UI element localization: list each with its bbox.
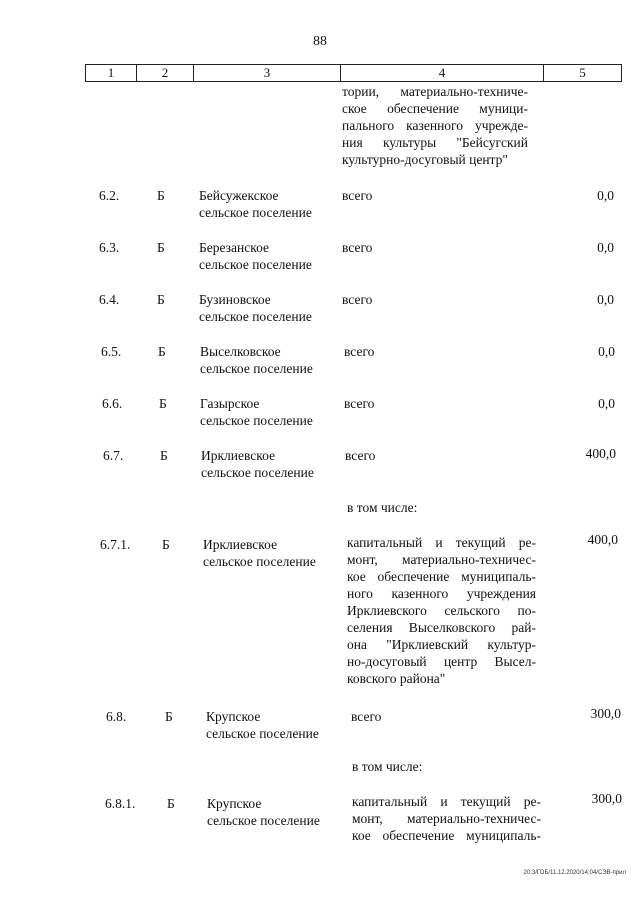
row-type: Б [157, 188, 165, 203]
header-col-5: 5 [579, 65, 586, 80]
row-name [201, 447, 314, 481]
text-line: капитальный и текущий ре- [347, 535, 536, 550]
row-type: Б [165, 709, 173, 724]
row-value: 0,0 [597, 292, 614, 307]
row-name-line: Крупское [207, 796, 262, 811]
row-number: 6.6. [102, 396, 123, 411]
row-name-line: Крупское [206, 709, 261, 724]
row-name [200, 343, 313, 377]
text-line: пального казенного учрежде- [342, 118, 528, 133]
row-desc: всего [342, 240, 373, 255]
row-type: Б [159, 396, 167, 411]
row-type: Б [158, 344, 166, 359]
header-col-2: 2 [137, 65, 194, 81]
row-value: 400,0 [585, 446, 616, 461]
row-number: 6.3. [99, 240, 120, 255]
text-line: тории, материально-техниче- [342, 84, 528, 99]
row-number: 6.7.1. [100, 537, 131, 552]
document-stamp: 20.3/ГОБ/11.12.2020/14:04/СЭВ-прил [523, 870, 626, 876]
text-line: капитальный и текущий ре- [352, 794, 541, 809]
text-line: но-досуговый центр Высел- [347, 654, 536, 669]
header-col-3: 3 [194, 65, 341, 81]
text-line: Ирклиевского сельского по- [347, 603, 536, 618]
row-desc: всего [342, 292, 373, 307]
row-type: Б [167, 796, 175, 811]
text-line: монт, материально-техничес- [352, 811, 541, 826]
row-name-line: сельское поселение [199, 257, 312, 272]
row-name [199, 187, 312, 221]
row-number: 6.7. [103, 448, 124, 463]
row-name-line: Газырское [200, 396, 260, 411]
row-name [206, 708, 319, 742]
row-desc-multiline [352, 793, 541, 844]
row-name-line: сельское поселение [207, 813, 320, 828]
row-name-line: сельское поселение [199, 309, 312, 324]
row-value: 0,0 [598, 396, 615, 411]
row-desc: всего [342, 188, 373, 203]
row-name-line: сельское поселение [201, 465, 314, 480]
row-desc: всего [344, 344, 375, 359]
row-desc-multiline [347, 534, 536, 687]
text-line: монт, материально-техничес- [347, 552, 536, 567]
text-line: ское обеспечение муници- [342, 101, 528, 116]
row-name-line: Бейсужекское [199, 188, 279, 203]
row-name [200, 395, 313, 429]
text-line: селения Выселковского рай- [347, 620, 536, 635]
text-line: она "Ирклиевский культур- [347, 637, 536, 652]
row-type: Б [157, 240, 165, 255]
row-type: Б [162, 537, 170, 552]
row-value: 400,0 [587, 532, 618, 547]
row-name-line: сельское поселение [203, 554, 316, 569]
row-type: Б [157, 292, 165, 307]
text-line: ковского района" [347, 671, 446, 686]
row-name-line: сельское поселение [200, 413, 313, 428]
row-desc: всего [345, 448, 376, 463]
page-number: 88 [313, 34, 327, 49]
row-name-line: Березанское [199, 240, 269, 255]
row-name-line: Ирклиевское [203, 537, 278, 552]
row-name [203, 536, 316, 570]
row-name-line: Ирклиевское [201, 448, 276, 463]
row-number: 6.2. [99, 188, 120, 203]
row-type: Б [160, 448, 168, 463]
row-number: 6.4. [99, 292, 120, 307]
row-name-line: сельское поселение [200, 361, 313, 376]
row-name-line: Выселковское [200, 344, 281, 359]
row-value: 0,0 [597, 188, 614, 203]
row-number: 6.5. [101, 344, 122, 359]
header-col-1: 1 [86, 65, 137, 81]
header-col-4: 4 [341, 65, 544, 81]
text-line: ного казенного учреждения [347, 586, 536, 601]
row-value: 300,0 [591, 791, 622, 806]
row-number: 6.8. [106, 709, 127, 724]
row-name-line: сельское поселение [199, 205, 312, 220]
row-value: 0,0 [597, 240, 614, 255]
row-name-line: Бузиновское [199, 292, 271, 307]
continuation-text [342, 83, 528, 168]
row-name [199, 291, 312, 325]
text-line: культурно-досуговый центр" [342, 152, 508, 167]
row-value: 300,0 [590, 706, 621, 721]
row-desc: всего [351, 709, 382, 724]
in-total-label: в том числе: [352, 759, 423, 774]
in-total-label: в том числе: [347, 500, 418, 515]
row-name [207, 795, 320, 829]
row-desc: всего [344, 396, 375, 411]
row-value: 0,0 [598, 344, 615, 359]
row-name-line: сельское поселение [206, 726, 319, 741]
text-line: кое обеспечение муниципаль- [347, 569, 536, 584]
table-header-row [85, 64, 622, 82]
row-number: 6.8.1. [105, 796, 136, 811]
text-line: кое обеспечение муниципаль- [352, 828, 541, 843]
text-line: ния культуры "Бейсугский [342, 135, 528, 150]
row-name [199, 239, 312, 273]
